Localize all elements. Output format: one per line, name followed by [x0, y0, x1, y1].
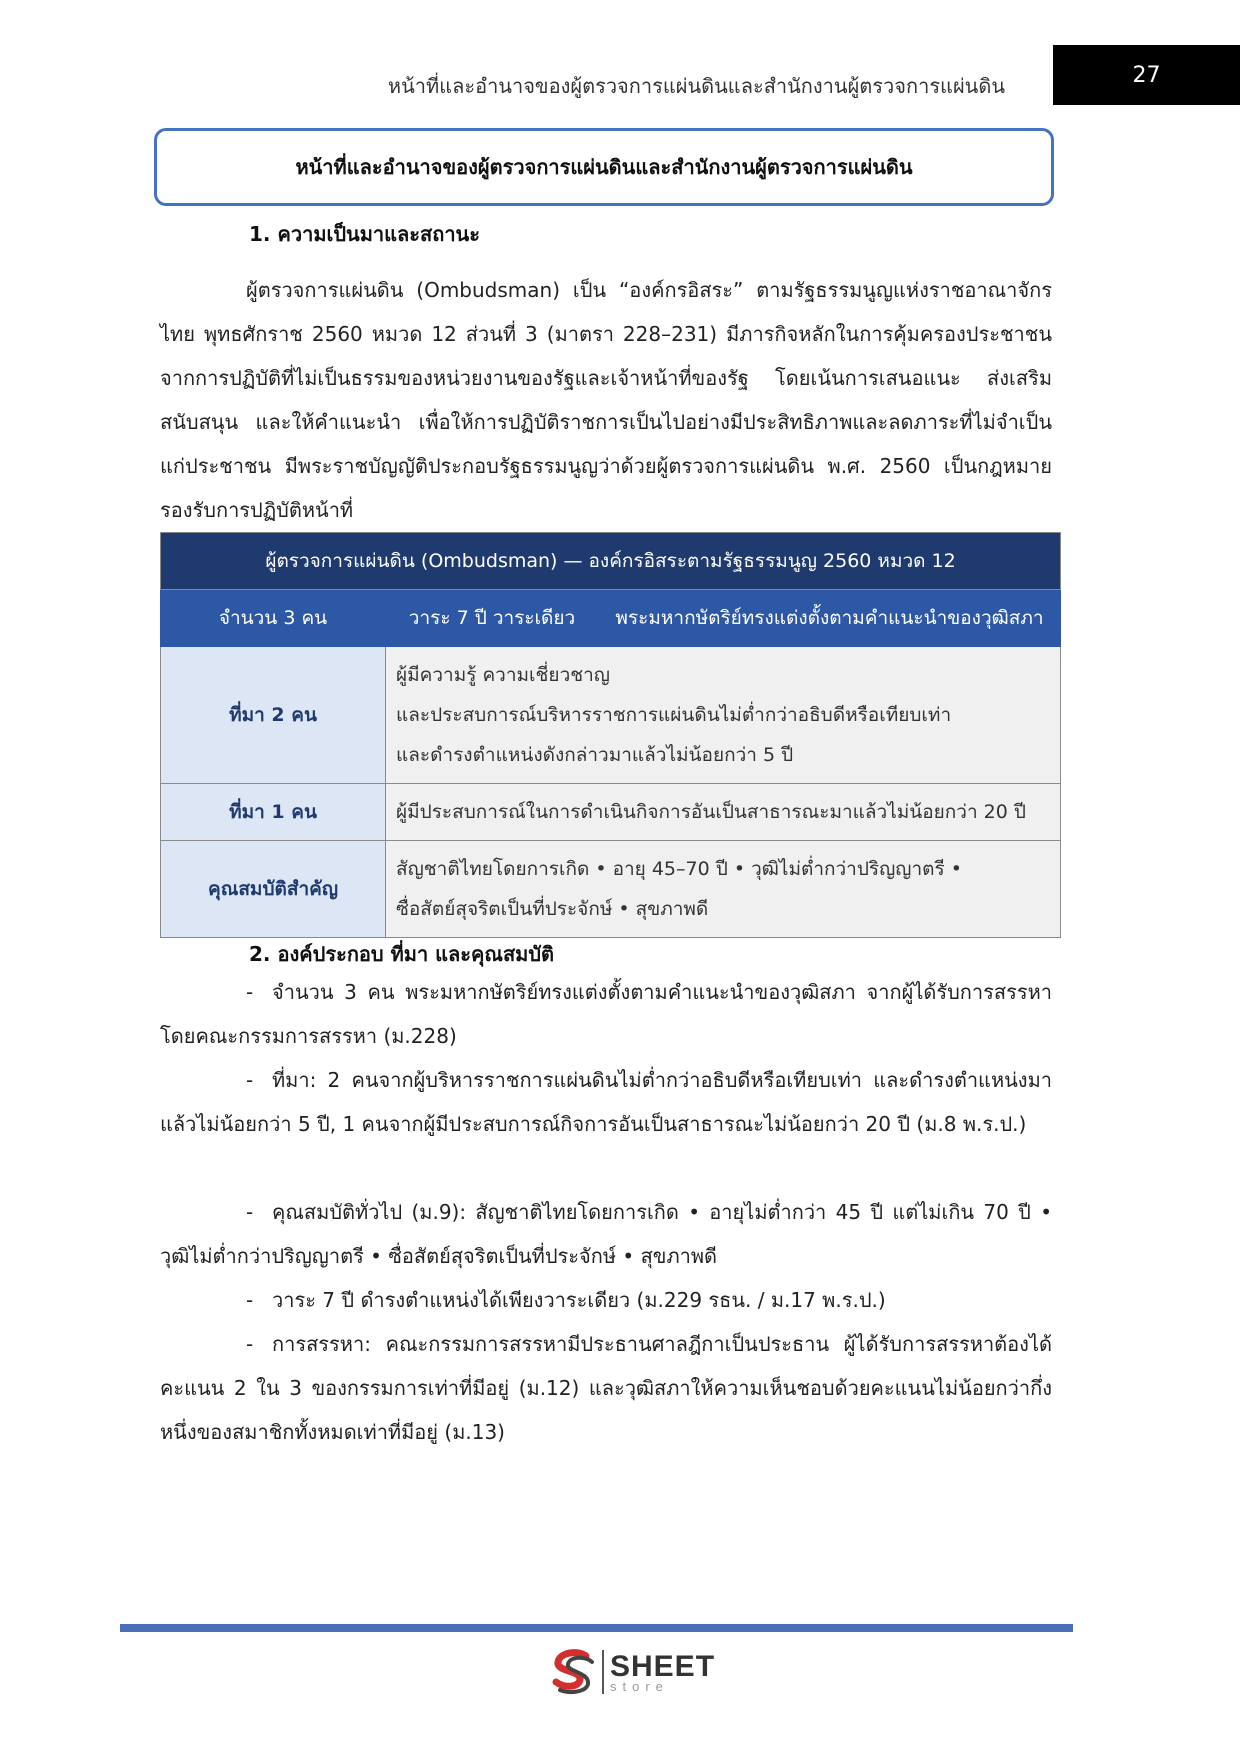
logo-text: [610, 1649, 716, 1694]
bullet-dash: -: [246, 980, 254, 1004]
logo-subtext: store: [610, 1678, 669, 1694]
table-row: [161, 647, 1061, 784]
table-sub-appointment: พระมหากษัตริย์ทรงแต่งตั้งตามคำแนะนำของวุฒิสภา: [599, 590, 1061, 647]
table-row-line: สัญชาติไทยโดยการเกิด • อายุ 45–70 ปี • วุฒิไม่ต่ำกว่าปริญญาตรี •: [396, 858, 962, 880]
table-subheader-row: [161, 590, 1061, 647]
bullet-dash: -: [246, 1288, 254, 1312]
bullet-text: จำนวน 3 คน พระมหากษัตริย์ทรงแต่งตั้งตามคำแนะนำของวุฒิสภา จากผู้ได้รับการสรรหาโดยคณะกรรมการสรรหา (ม.228): [160, 980, 1052, 1048]
table-row-label: คุณสมบัติสำคัญ: [161, 841, 386, 938]
bullet-dash: -: [246, 1332, 254, 1356]
table-row-body: [386, 841, 1061, 938]
bullet-item: [160, 1190, 1052, 1278]
table-title: ผู้ตรวจการแผ่นดิน (Ombudsman) — องค์กรอิสระตามรัฐธรรมนูญ 2560 หมวด 12: [161, 533, 1061, 590]
table-row: [161, 784, 1061, 841]
sheet-store-logo: [548, 1648, 715, 1696]
bullet-item: [160, 1322, 1052, 1454]
title-box: หน้าที่และอำนาจของผู้ตรวจการแผ่นดินและสำนักงานผู้ตรวจการแผ่นดิน: [154, 128, 1054, 206]
bullet-text: วาระ 7 ปี ดำรงตำแหน่งได้เพียงวาระเดียว (ม.229 รธน. / ม.17 พ.ร.ป.): [272, 1288, 886, 1312]
section-1-heading: 1. ความเป็นมาและสถานะ: [249, 222, 480, 246]
sheet-store-logo-icon: [548, 1648, 598, 1696]
bullet-text: การสรรหา: คณะกรรมการสรรหามีประธานศาลฎีกาเป็นประธาน ผู้ได้รับการสรรหาต้องได้คะแนน 2 ใน 3 ของกรรมการเท่าที่มีอยู่ (ม.12) และวุฒิสภาให้ความเห็นชอบด้วยคะแนนไม่น้อยกว่ากึ่งหนึ่งของสมาชิกทั้งหมดเท่าที่มีอยู่ (ม.13): [160, 1332, 1052, 1444]
page-number: 27: [1053, 45, 1240, 105]
table-row-line: ผู้มีประสบการณ์ในการดำเนินกิจการอันเป็นสาธารณะมาแล้วไม่น้อยกว่า 20 ปี: [396, 801, 1026, 823]
table-row-label: ที่มา 2 คน: [161, 647, 386, 784]
table-row-line: ผู้มีความรู้ ความเชี่ยวชาญ: [396, 664, 610, 686]
table-sub-term: วาระ 7 ปี วาระเดียว: [386, 590, 599, 647]
bullet-text: คุณสมบัติทั่วไป (ม.9): สัญชาติไทยโดยการเกิด • อายุไม่ต่ำกว่า 45 ปี แต่ไม่เกิน 70 ปี • วุฒิไม่ต่ำกว่าปริญญาตรี • ซื่อสัตย์สุจริตเป็นที่ประจักษ์ • สุขภาพดี: [160, 1200, 1052, 1268]
table-row-line: ซื่อสัตย์สุจริตเป็นที่ประจักษ์ • สุขภาพดี: [396, 898, 709, 920]
table-row-label: ที่มา 1 คน: [161, 784, 386, 841]
bullet-text: ที่มา: 2 คนจากผู้บริหารราชการแผ่นดินไม่ต่ำกว่าอธิบดีหรือเทียบเท่า และดำรงตำแหน่งมาแล้วไม่น้อยกว่า 5 ปี, 1 คนจากผู้มีประสบการณ์กิจการอันเป็นสาธารณะไม่น้อยกว่า 20 ปี (ม.8 พ.ร.ป.): [160, 1068, 1052, 1136]
logo-divider: [602, 1650, 604, 1694]
table-row-body: [386, 647, 1061, 784]
ombudsman-summary-table: [160, 532, 1061, 938]
section-2-heading: 2. องค์ประกอบ ที่มา และคุณสมบัติ: [249, 942, 555, 966]
table-row-line: และประสบการณ์บริหารราชการแผ่นดินไม่ต่ำกว่าอธิบดีหรือเทียบเท่า: [396, 704, 952, 726]
section-1-paragraph: [160, 268, 1052, 532]
logo-wordmark: SHEET: [610, 1649, 716, 1683]
running-header: หน้าที่และอำนาจของผู้ตรวจการแผ่นดินและสำนักงานผู้ตรวจการแผ่นดิน: [387, 74, 1005, 98]
bullet-dash: -: [246, 1068, 254, 1092]
bullet-item: [160, 1058, 1052, 1146]
table-row: [161, 841, 1061, 938]
bullet-dash: -: [246, 1200, 254, 1224]
table-row-body: [386, 784, 1061, 841]
bullet-item: [160, 970, 1052, 1058]
table-sub-count: จำนวน 3 คน: [161, 590, 386, 647]
footer-rule: [120, 1624, 1073, 1632]
section-1-text: ผู้ตรวจการแผ่นดิน (Ombudsman) เป็น “องค์กรอิสระ” ตามรัฐธรรมนูญแห่งราชอาณาจักรไทย พุทธศักราช 2560 หมวด 12 ส่วนที่ 3 (มาตรา 228–231) มีภารกิจหลักในการคุ้มครองประชาชนจากการปฏิบัติที่ไม่เป็นธรรมของหน่วยงานของรัฐและเจ้าหน้าที่ของรัฐ โดยเน้นการเสนอแนะ ส่งเสริม สนับสนุน และให้คำแนะนำ เพื่อให้การปฏิบัติราชการเป็นไปอย่างมีประสิทธิภาพและลดภาระที่ไม่จำเป็นแก่ประชาชน มีพระราชบัญญัติประกอบรัฐธรรมนูญว่าด้วยผู้ตรวจการแผ่นดิน พ.ศ. 2560 เป็นกฎหมายรองรับการปฏิบัติหน้าที่: [160, 278, 1052, 522]
table-row-line: และดำรงตำแหน่งดังกล่าวมาแล้วไม่น้อยกว่า 5 ปี: [396, 744, 794, 766]
bullet-item: [160, 1278, 1052, 1322]
